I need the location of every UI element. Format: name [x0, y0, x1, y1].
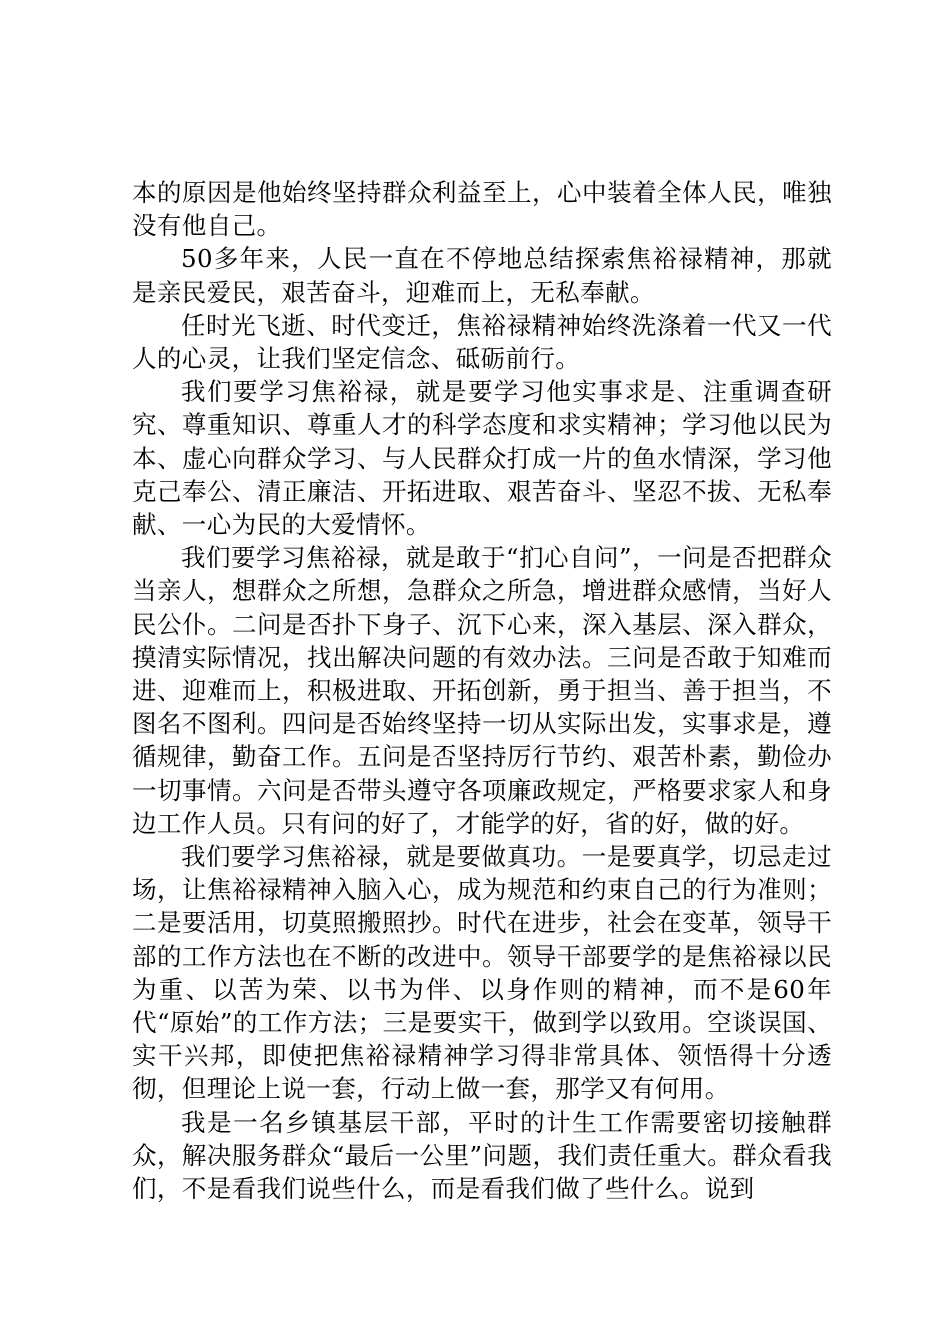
document-page: [132, 176, 832, 1205]
paragraph-time-passing: 任时光飞逝、时代变迁，焦裕禄精神始终洗涤着一代又一代人的心灵，让我们坚定信念、砥砺前行。: [132, 310, 832, 374]
paragraph-spirit-summary: 50多年来，人民一直在不停地总结探索焦裕禄精神，那就是亲民爱民，艰苦奋斗，迎难而上，无私奉献。: [132, 244, 832, 307]
paragraph-continuation: 本的原因是他始终坚持群众利益至上，心中装着全体人民，唯独没有他自己。: [132, 178, 832, 241]
paragraph-self-questioning: 我们要学习焦裕禄，就是敢于“扪心自问”，一问是否把群众当亲人，想群众之所想，急群众之所急，增进群众感情，当好人民公仆。二问是否扑下身子、沉下心来，深入基层、深入群众，摸清实际情况，找出解决问题的有效办法。三问是否敢于知难而进、迎难而上，积极进取、开拓创新，勇于担当、善于担当，不图名不图利。四问是否始终坚持一切从实际出发，实事求是，遵循规律，勤奋工作。五问是否坚持厉行节约、艰苦朴素，勤俭办一切事情。六问是否带头遵守各项廉政规定，严格要求家人和身边工作人员。只有问的好了，才能学的好，省的好，做的好。: [132, 543, 832, 838]
paragraph-learn-attitude: 我们要学习焦裕禄，就是要学习他实事求是、注重调查研究、尊重知识、尊重人才的科学态度和求实精神；学习他以民为本、虚心向群众学习、与人民群众打成一片的鱼水情深，学习他克己奉公、清正廉洁、开拓进取、艰苦奋斗、坚忍不拔、无私奉献、一心为民的大爱情怀。: [132, 377, 832, 540]
paragraph-grassroots-cadre: 我是一名乡镇基层干部，平时的计生工作需要密切接触群众，解决服务群众“最后一公里”问题，我们责任重大。群众看我们，不是看我们说些什么，而是看我们做了些什么。说到: [132, 1107, 832, 1204]
paragraph-real-effort: 我们要学习焦裕禄，就是要做真功。一是要真学，切忌走过场，让焦裕禄精神入脑入心，成为规范和约束自己的行为准则；二是要活用，切莫照搬照抄。时代在进步，社会在变革，领导干部的工作方法也在不断的改进中。领导干部要学的是焦裕禄以民为重、以苦为荣、以书为伴、以身作则的精神，而不是60年代“原始”的工作方法；三是要实干，做到学以致用。空谈误国、实干兴邦，即使把焦裕禄精神学习得非常具体、领悟得十分透彻，但理论上说一套，行动上做一套，那学又有何用。: [132, 842, 832, 1104]
